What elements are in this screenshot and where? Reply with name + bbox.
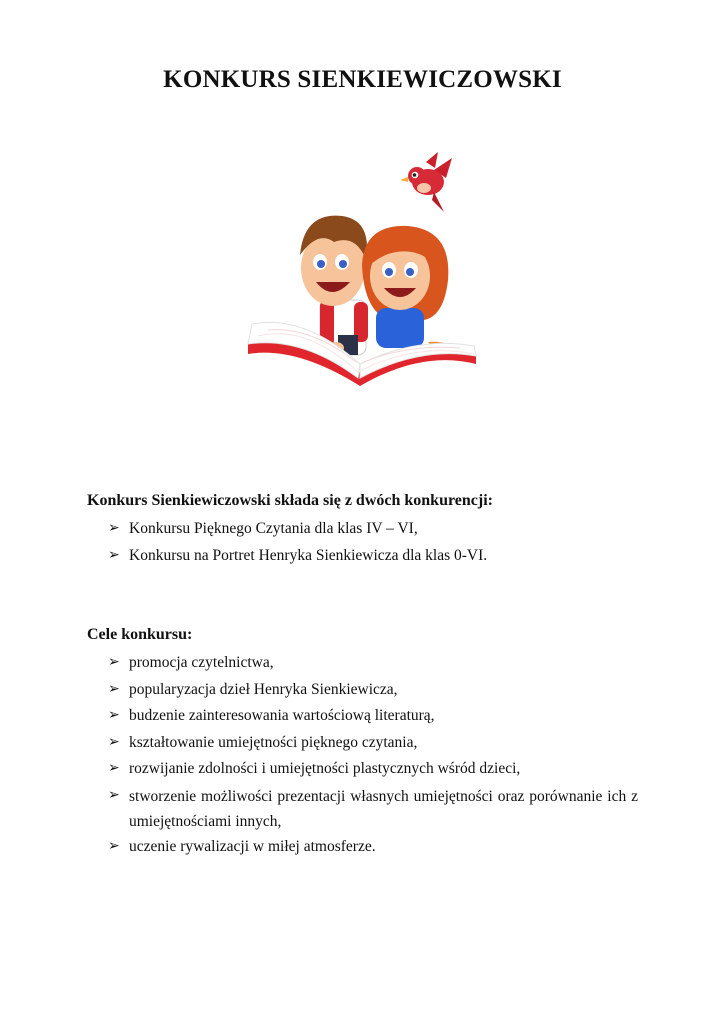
arrow-bullet-icon: ➢ bbox=[108, 655, 120, 670]
konkurencje-list bbox=[108, 516, 638, 569]
children-reading-book-illustration bbox=[238, 150, 488, 400]
cele-list bbox=[108, 650, 638, 861]
list-item: ➢ uczenie rywalizacji w miłej atmosferze. bbox=[108, 834, 638, 861]
arrow-bullet-icon: ➢ bbox=[108, 708, 120, 724]
list-item: ➢ Konkursu na Portret Henryka Sienkiewicza dla klas 0-VI. bbox=[108, 543, 638, 570]
bird-icon bbox=[400, 152, 452, 212]
arrow-bullet-icon: ➢ bbox=[108, 761, 120, 777]
arrow-bullet-icon: ➢ bbox=[108, 521, 120, 536]
arrow-bullet-icon: ➢ bbox=[108, 547, 120, 563]
girl-figure bbox=[362, 226, 460, 358]
arrow-bullet-icon: ➢ bbox=[108, 734, 120, 750]
list-item: ➢ popularyzacja dzieł Henryka Sienkiewicza, bbox=[108, 677, 638, 704]
page-title: KONKURS SIENKIEWICZOWSKI bbox=[163, 66, 562, 93]
list-item: ➢ Konkursu Pięknego Czytania dla klas IV – VI, bbox=[108, 516, 638, 543]
list-item: ➢ promocja czytelnictwa, bbox=[108, 650, 638, 677]
list-item: ➢ stworzenie możliwości prezentacji własnych umiejętności oraz porównanie ich z umiejętnościami innych, bbox=[108, 783, 638, 834]
section-heading-konkurencje: Konkurs Sienkiewiczowski składa się z dwóch konkurencji: bbox=[87, 492, 493, 509]
arrow-bullet-icon: ➢ bbox=[108, 787, 120, 803]
section-heading-cele: Cele konkursu: bbox=[87, 626, 193, 643]
list-item: ➢ kształtowanie umiejętności pięknego czytania, bbox=[108, 730, 638, 757]
list-item: ➢ budzenie zainteresowania wartościową literaturą, bbox=[108, 703, 638, 730]
arrow-bullet-icon: ➢ bbox=[108, 681, 120, 697]
arrow-bullet-icon: ➢ bbox=[108, 838, 120, 854]
list-item: ➢ rozwijanie zdolności i umiejętności plastycznych wśród dzieci, bbox=[108, 756, 638, 783]
